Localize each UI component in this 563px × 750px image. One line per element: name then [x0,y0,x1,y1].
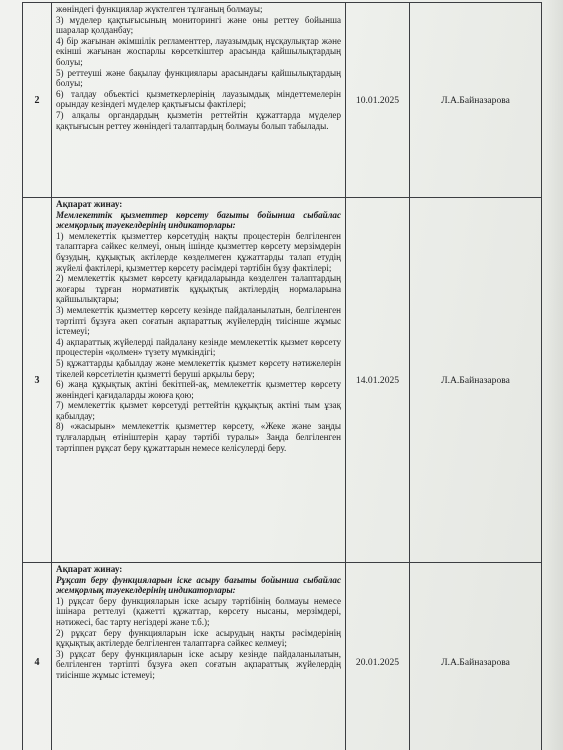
content-line: 7) мемлекеттік қызмет көрсетуді реттейтін құқықтық актіні тым ұзақ қабылдау; [56,400,341,421]
row-content [52,198,346,563]
content-line: 3) рұқсат беру функцияларын іске асыру кезінде пайдаланылатын, белгіленген тәртіпті бұзуға әкеп соғатын ақпараттық жүйелердің тиісінше жұмыс істемеуі; [56,648,341,680]
row-subheading: Мемлекеттік қызметтер көрсету бағыты бойынша сыбайлас жемқорлық тәуекелдерінің индикаторлары: [56,209,341,231]
plan-table [22,2,542,750]
row-date: 20.01.2025 [346,563,410,750]
content-line: жөніндегі функциялар жүктелген тұлғаның болмауы; [56,4,263,14]
content-line: 1) рұқсат беру функцияларын іске асыру тәртібінің болмауы немесе ішінара реттелуі (қажетті құжаттар, көрсету нысаны, мерзімдері, нәтижесі, бас тарту негіздері және т.б.); [56,595,341,627]
content-line: 8) «жасырын» мемлекеттік қызметтер көрсету, «Жеке және заңды тұлғалардың өтініштерін қарау тәртібі туралы» Заңда белгіленген тәртіппен рұқсат беру құжаттарын немесе келісулерді беру. [56,421,341,453]
row-number: 2 [23,3,52,198]
row-content [52,3,346,198]
row-number: 3 [23,198,52,563]
content-line: 3) мемлекеттік қызметтер көрсету кезінде пайдаланылатын, белгіленген тәртіпті бұзуға әкеп соғатын ақпараттық жүйелердің тиісінше жұмыс істемеуі; [56,304,341,337]
row-subheading: Рұқсат беру функцияларын іске асыру бағыты бойынша сыбайлас жемқорлық тәуекелдерінің индикаторлары: [56,574,341,596]
table-row [23,198,542,563]
content-line: 6) жаңа құқықтық актіні бекітпей-ақ, мемлекеттік қызметтер көрсету жөніндегі қағидаларды жоюға қою; [56,379,341,400]
page-shadow [545,0,563,750]
content-line: 1) мемлекеттік қызметтер көрсетудің нақты процестерін белгіленген талаптарға сәйкес келмеуі, оның ішінде қызметтер көрсету мерзімдерін бұзудың, құқықтық актілерде көзделмеген құжаттарды талап етудің жүйелі фактілері, қызметтер көрсету рәсімдері тәртібін бұзу фактілері; [56,230,341,273]
content-line: 7) алқалы органдардың қызметін реттейтін құжаттарда мүделер қақтығысын реттеу жөніндегі талаптардың болмауы болып табылады. [56,109,341,131]
row-responsible: Л.А.Байназарова [410,198,542,563]
row-date: 10.01.2025 [346,3,410,198]
row-heading: Ақпарат жинау: [56,199,123,209]
content-line: 6) талдау объектісі қызметкерлерінің лауазымдық міндеттемелерін орындау кезіндегі мүделер қақтығысы фактілері; [56,88,341,110]
content-line: 5) реттеуші және бақылау функциялары арасындағы қайшылықтардың болуы; [56,67,341,89]
content-line: 3) мүделер қақтығысының мониторингі және оны реттеу бойынша шаралар қолданбау; [56,14,341,36]
row-number: 4 [23,563,52,750]
content-line: 2) рұқсат беру функцияларын іске асырудың нақты рәсімдерінің құқықтық актілерде белгіленген талаптарға сәйкес келмеуі; [56,627,341,649]
row-date: 14.01.2025 [346,198,410,563]
content-line: 5) құжаттарды қабылдау және мемлекеттік қызмет көрсету нәтижелерін тікелей көрсетілетін қызметті беруші арқылы беру; [56,357,341,379]
row-heading: Ақпарат жинау: [56,564,123,574]
content-line: 2) мемлекеттік қызмет көрсету қағидаларында көзделген талаптардың жоғары тұрған нормативтік құқықтық актілердің нормаларына қайшылықтары; [56,273,341,305]
content-line: 4) ақпараттық жүйелерді пайдалану кезінде мемлекеттік қызмет көрсету процестерін «қолмен» түзету мүмкіндігі; [56,336,341,358]
table-row [23,3,542,198]
row-responsible: Л.А.Байназарова [410,563,542,750]
row-content [52,563,346,750]
content-line: 4) бір жағынан әкімшілік регламенттер, лауазымдық нұсқаулықтар және екінші жағынан жоспарлы көрсеткіштер арасында қайшылықтардың болуы; [56,35,341,67]
table-row [23,563,542,750]
row-responsible: Л.А.Байназарова [410,3,542,198]
